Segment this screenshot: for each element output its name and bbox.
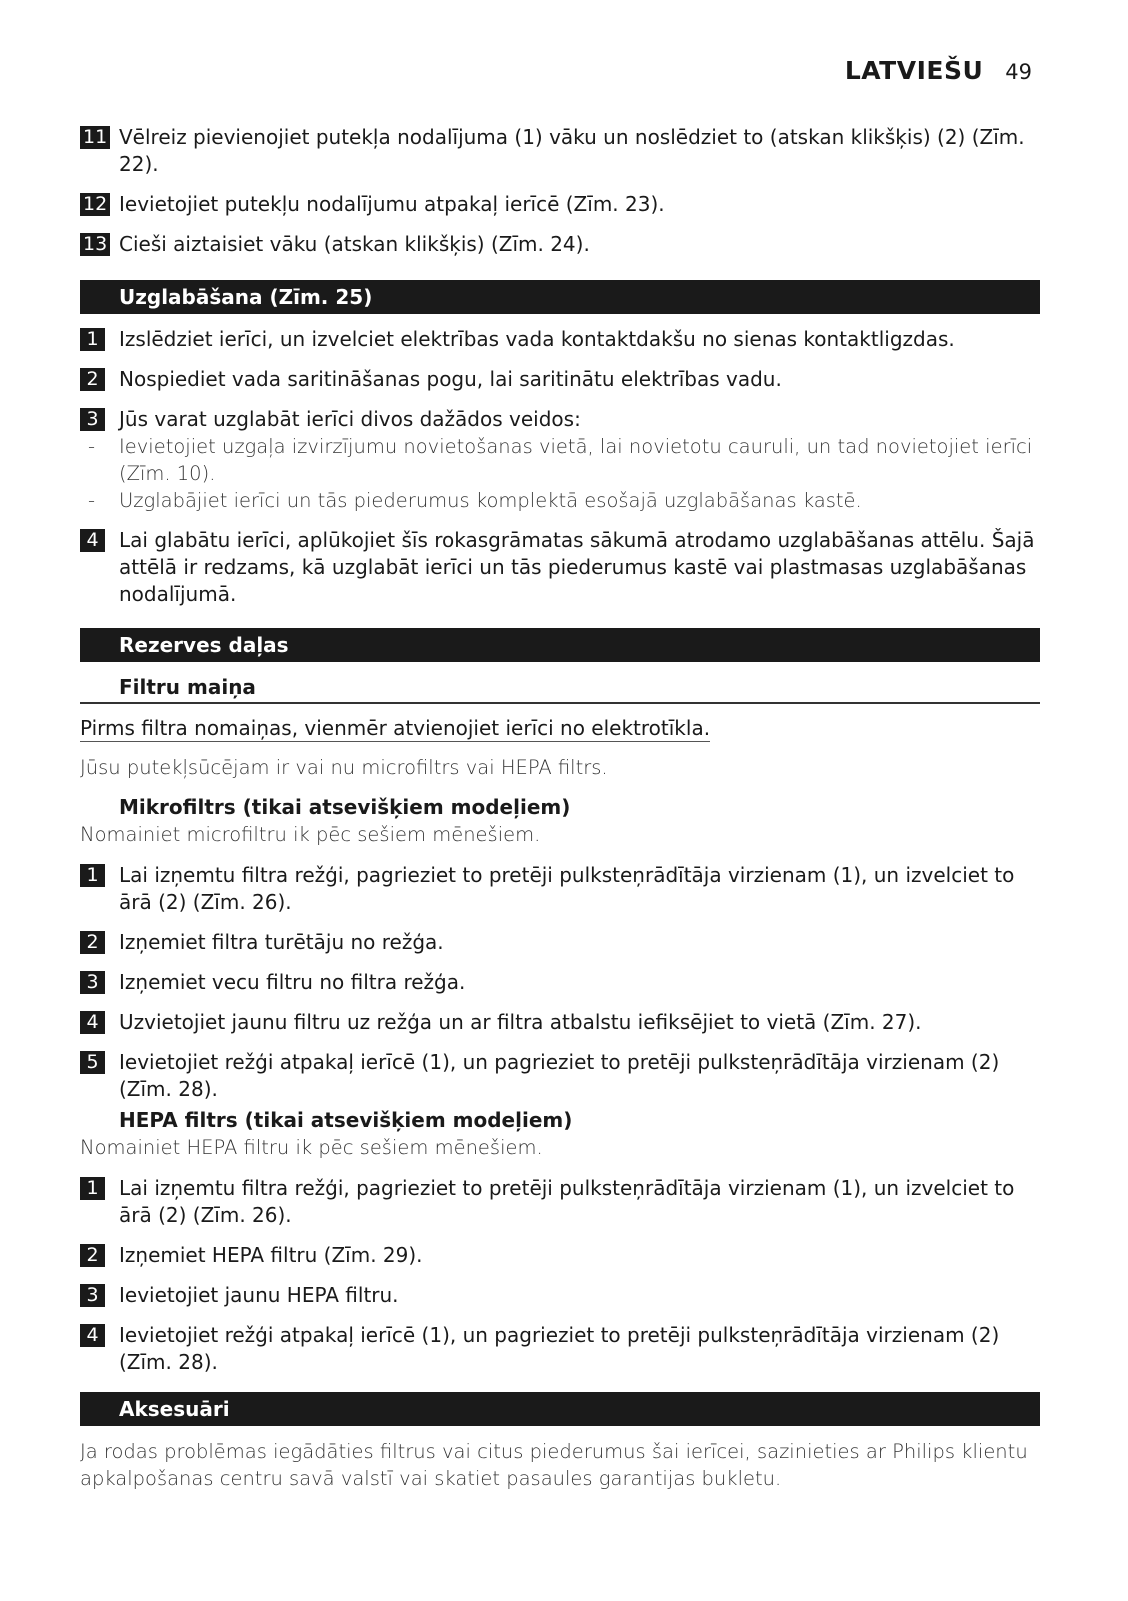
step-text: Izņemiet vecu filtru no filtra režģa. [119,970,466,994]
step-text: Izņemiet filtra turētāju no režģa. [119,930,444,954]
page-number: 49 [1005,60,1032,84]
step-item [80,1175,1040,1229]
bullet-text: Uzglabājiet ierīci un tās piederumus komplektā esošajā uzglabāšanas kastē. [119,489,862,512]
step-number: 12 [80,193,110,216]
step-number: 4 [80,1011,105,1034]
step-number: 4 [80,529,105,552]
step-text: Vēlreiz pievienojiet putekļa nodalījuma (1) vāku un noslēdziet to (atskan klikšķis) (2) (Zīm. 22). [119,125,1025,176]
step-item [80,527,1040,608]
step-item [80,1049,1040,1103]
step-item [80,1009,1040,1036]
accessories-text: Ja rodas problēmas iegādāties filtrus vai citus piederumus šai ierīcei, sazinieties ar Philips klientu apkalpošanas centru savā valstī vai skatiet pasaules garantijas bukletu. [80,1440,1028,1490]
hepa-intro: Nomainiet HEPA filtru ik pēc sešiem mēnešiem. [80,1136,543,1159]
step-item [80,1242,1040,1269]
hepa-heading: HEPA filtrs (tikai atsevišķiem modeļiem) [119,1108,573,1132]
microfilter-heading: Mikrofiltrs (tikai atsevišķiem modeļiem) [119,795,571,819]
language-label: LATVIEŠU [844,56,984,85]
step-text: Ievietojiet putekļu nodalījumu atpakaļ ierīcē (Zīm. 23). [119,192,665,216]
step-text: Jūs varat uzglabāt ierīci divos dažādos veidos: [119,407,581,431]
bullet-item [80,433,1040,487]
step-number: 3 [80,971,105,994]
dash-marker: - [88,489,96,512]
step-text: Cieši aiztaisiet vāku (atskan klikšķis) (Zīm. 24). [119,232,590,256]
step-item [80,969,1040,996]
step-number: 1 [80,1177,105,1200]
step-text: Lai izņemtu filtra režģi, pagrieziet to pretēji pulksteņrādītāja virzienam (1), un izvelciet to ārā (2) (Zīm. 26). [119,863,1015,914]
step-item [80,191,1040,218]
step-number: 3 [80,408,105,431]
warning-text: Pirms filtra nomaiņas, vienmēr atvienojiet ierīci no elektrotīkla. [80,716,711,740]
page-header [845,56,1032,85]
bullet-item [80,487,1040,514]
step-text: Lai izņemtu filtra režģi, pagrieziet to pretēji pulksteņrādītāja virzienam (1), un izvelciet to ārā (2) (Zīm. 26). [119,1176,1015,1227]
step-item [80,1282,1040,1309]
step-number: 2 [80,931,105,954]
step-text: Nospiediet vada saritināšanas pogu, lai saritinātu elektrības vadu. [119,367,782,391]
step-item [80,862,1040,916]
step-text: Lai glabātu ierīci, aplūkojiet šīs rokasgrāmatas sākumā atrodamo uzglabāšanas attēlu. Šajā attēlā ir redzams, kā uzglabāt ierīci un tās piederumus kastē vai plastmasas uzglabāšanas nodalījumā. [119,528,1035,606]
step-number: 3 [80,1284,105,1307]
step-number: 1 [80,328,105,351]
microfilter-intro: Nomainiet microfiltru ik pēc sešiem mēnešiem. [80,823,541,846]
step-number: 2 [80,368,105,391]
step-number: 5 [80,1051,105,1074]
step-number: 2 [80,1244,105,1267]
step-number: 1 [80,864,105,887]
step-text: Izslēdziet ierīci, un izvelciet elektrības vada kontaktdakšu no sienas kontaktligzdas. [119,327,955,351]
step-text: Ievietojiet režģi atpakaļ ierīcē (1), un pagrieziet to pretēji pulksteņrādītāja virzienam (2) (Zīm. 28). [119,1050,1000,1101]
dash-marker: - [88,435,96,458]
step-item [80,1322,1040,1376]
step-number: 4 [80,1324,105,1347]
note-text: Jūsu putekļsūcējam ir vai nu microfiltrs vai HEPA filtrs. [80,756,608,779]
step-text: Ievietojiet režģi atpakaļ ierīcē (1), un pagrieziet to pretēji pulksteņrādītāja virzienam (2) (Zīm. 28). [119,1323,1000,1374]
step-number: 11 [80,126,110,149]
step-item [80,231,1040,258]
step-item [80,366,1040,393]
step-text: Ievietojiet jaunu HEPA filtru. [119,1283,399,1307]
step-text: Izņemiet HEPA filtru (Zīm. 29). [119,1243,423,1267]
step-number: 13 [80,233,110,256]
step-item [80,124,1040,178]
step-text: Uzvietojiet jaunu filtru uz režģa un ar filtra atbalstu iefiksējiet to vietā (Zīm. 27). [119,1010,922,1034]
bullet-text: Ievietojiet uzgaļa izvirzījumu novietošanas vietā, lai novietotu cauruli, un tad novietojiet ierīci (Zīm. 10). [119,435,1033,485]
step-item [80,406,1040,433]
page-content [80,124,1040,1503]
subsection-heading-filter-change: Filtru maiņa [80,674,1040,704]
section-heading-spare-parts: Rezerves daļas [80,628,1040,662]
step-item [80,326,1040,353]
section-heading-accessories: Aksesuāri [80,1392,1040,1426]
section-heading-storage: Uzglabāšana (Zīm. 25) [80,280,1040,314]
step-item [80,929,1040,956]
